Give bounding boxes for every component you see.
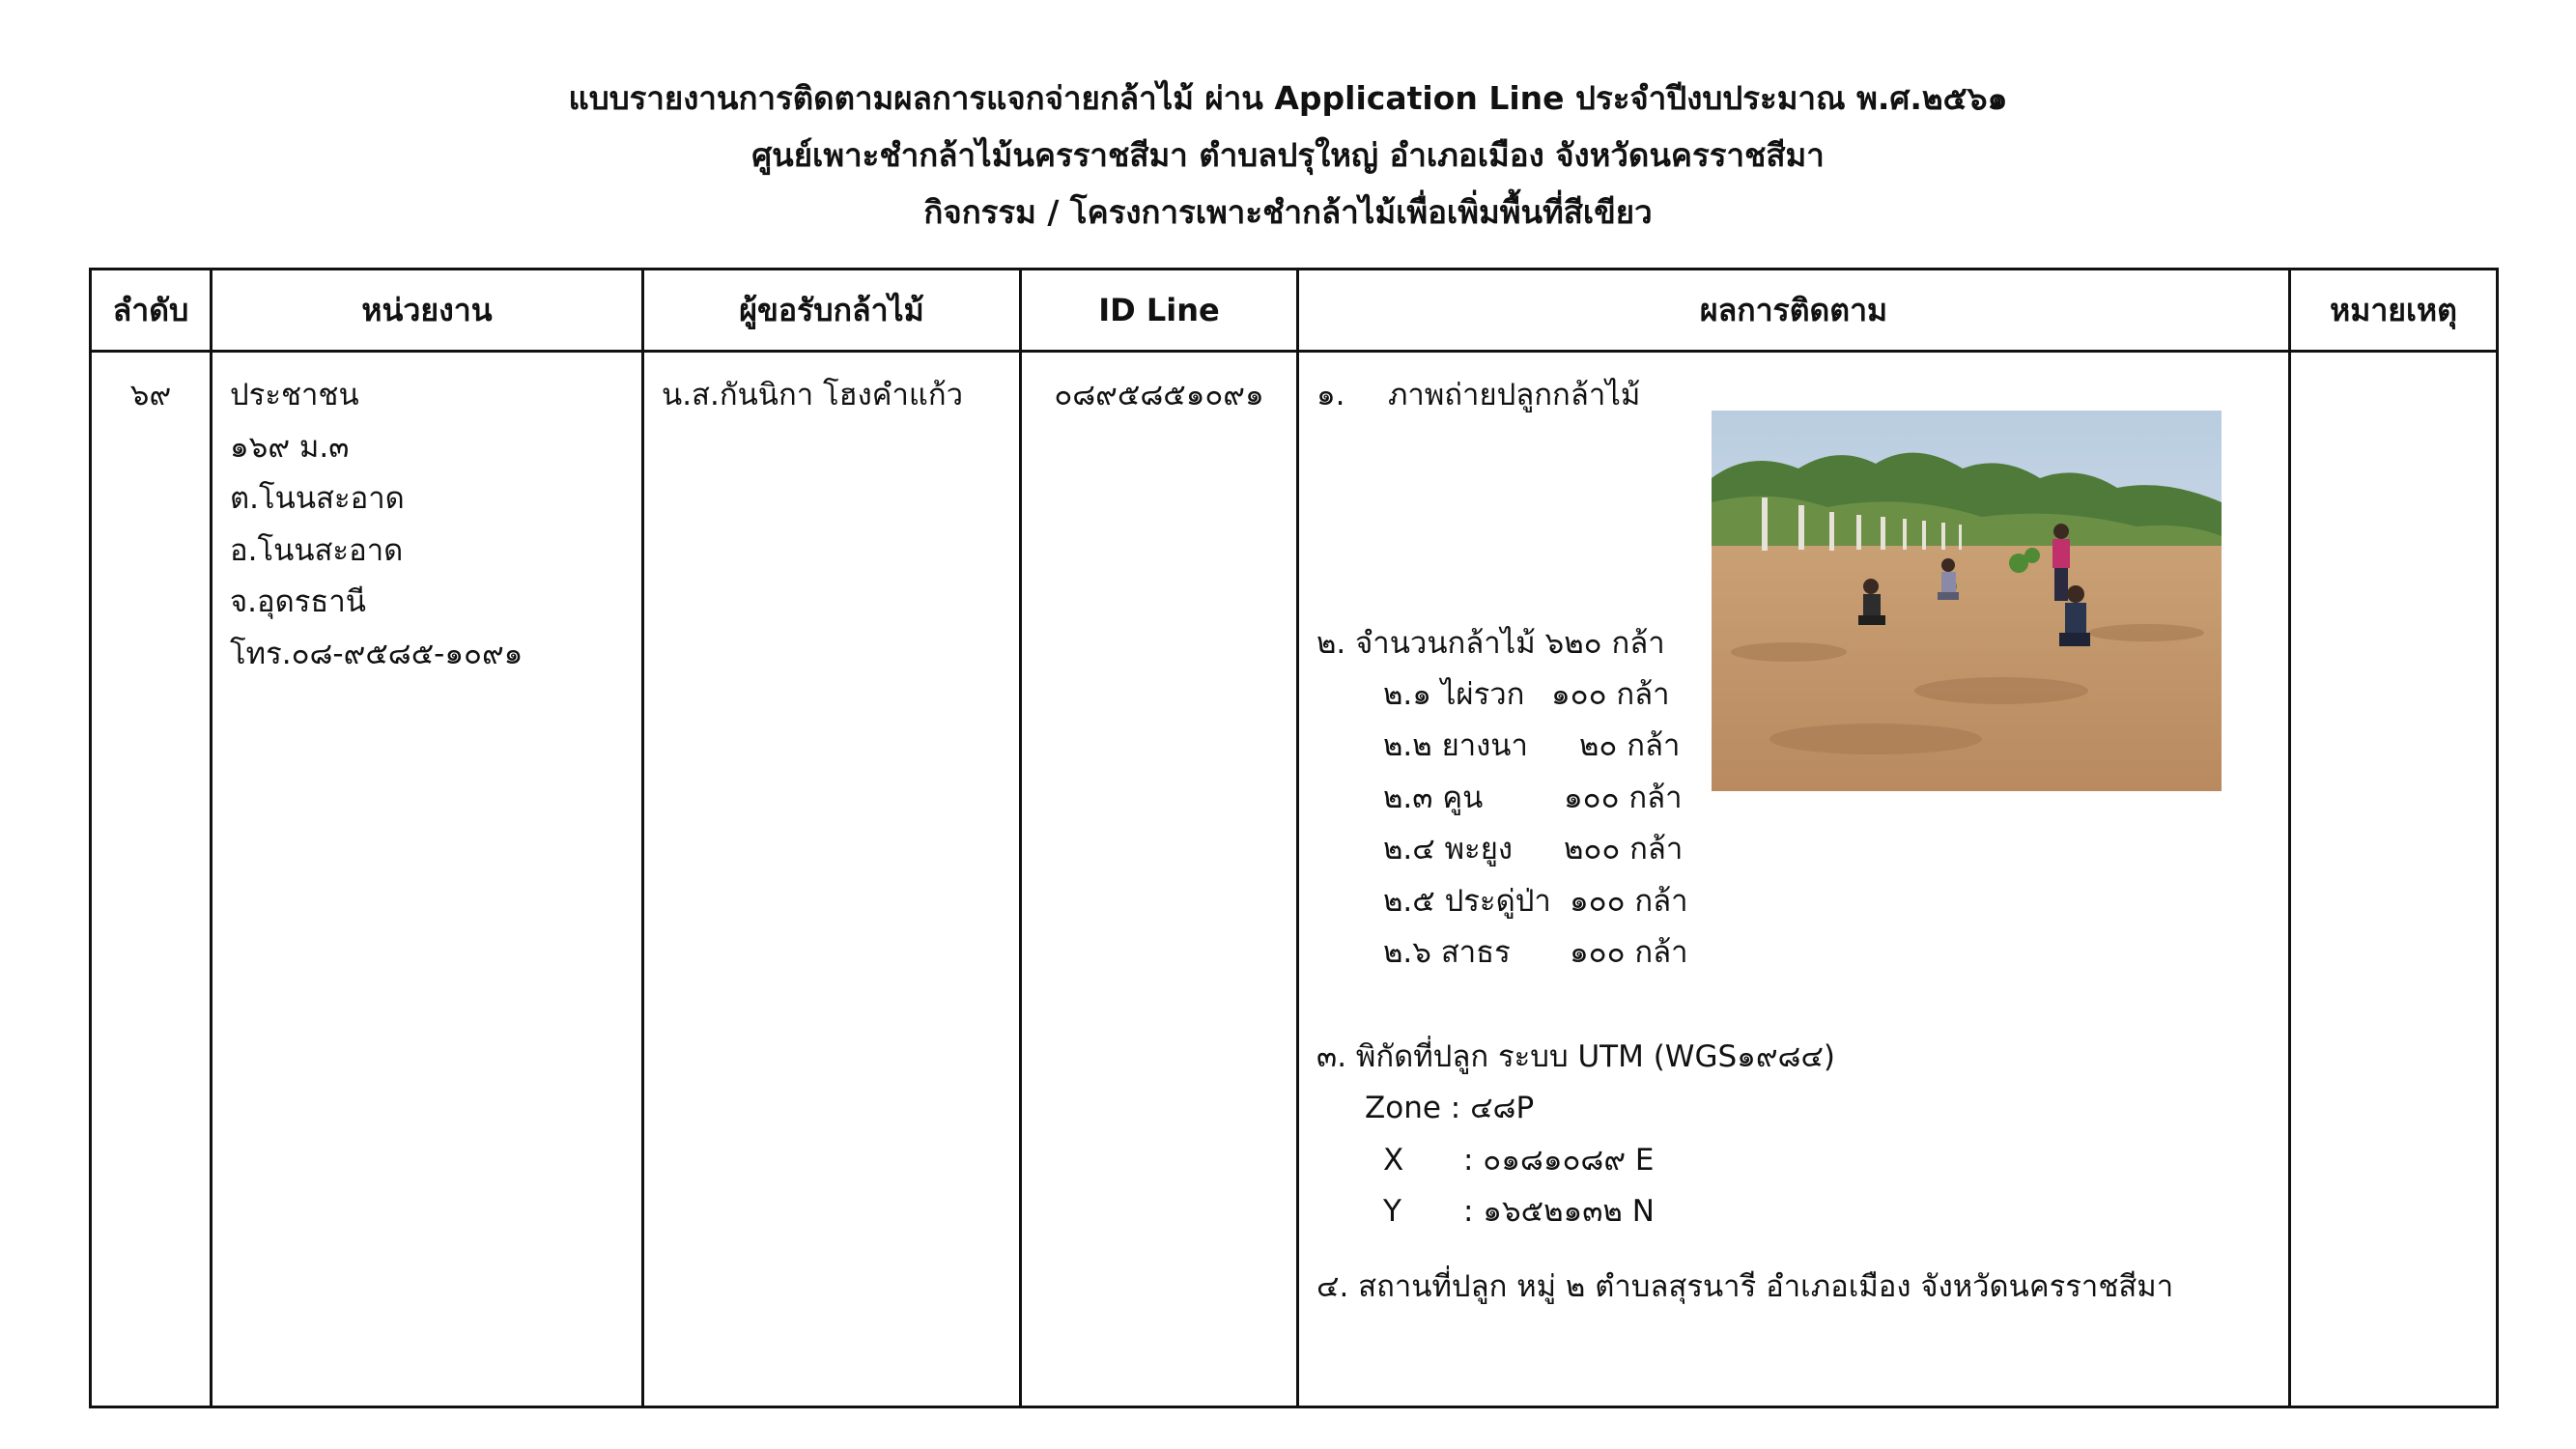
- report-header: [0, 70, 2576, 241]
- seedling-amount: ๑๐๐ กล้า: [1551, 677, 1670, 712]
- cell-remark: [2290, 352, 2498, 1407]
- utm-y-label: Y: [1383, 1194, 1401, 1229]
- table-header-row: [91, 270, 2498, 352]
- utm-x-value: : ๐๑๘๑๐๘๙ E: [1463, 1143, 1655, 1178]
- seedling-species: ๒.๑ ไผ่รวก: [1383, 677, 1525, 712]
- cell-recipient: [643, 352, 1021, 1407]
- col-header-order: ลำดับ: [91, 270, 212, 352]
- result-content: [1299, 353, 2288, 1406]
- table-row: [91, 352, 2498, 1407]
- remark-text: [2308, 370, 2478, 422]
- report-subtitle-center: ศูนย์เพาะชำกล้าไม้นครราชสีมา ตำบลปรุใหญ่ อำเภอเมือง จังหวัดนครราชสีมา: [751, 136, 1825, 174]
- col-header-agency: หน่วยงาน: [212, 270, 643, 352]
- utm-x-label: X: [1383, 1143, 1404, 1178]
- coordinate-heading: ๓. พิกัดที่ปลูก ระบบ UTM (WGS๑๙๘๔): [1316, 1039, 1836, 1074]
- recipient-name: น.ส.กันนิกา โฮงคำแก้ว: [662, 378, 964, 412]
- cell-agency: [212, 352, 643, 1407]
- seedling-species: ๒.๓ คูน: [1383, 781, 1484, 815]
- agency-line: ต.โนนสะอาด: [230, 481, 405, 516]
- report-subtitle-activity: กิจกรรม / โครงการเพาะชำกล้าไม้เพื่อเพิ่มพื้นที่สีเขียว: [923, 193, 1653, 231]
- agency-line: ๑๖๙ ม.๓: [230, 429, 350, 465]
- agency-line: ประชาชน: [230, 378, 359, 412]
- planting-location: ๔. สถานที่ปลูก หมู่ ๒ ตำบลสุรนารี อำเภอเมือง จังหวัดนครราชสีมา: [1316, 1269, 2174, 1304]
- result-item1-text: ภาพถ่ายปลูกกล้าไม้: [1388, 378, 1641, 412]
- cell-id-line: [1021, 352, 1298, 1407]
- col-header-recipient: ผู้ขอรับกล้าไม้: [643, 270, 1021, 352]
- seedling-amount: ๑๐๐ กล้า: [1570, 935, 1688, 970]
- seedling-amount: ๑๐๐ กล้า: [1564, 781, 1683, 815]
- utm-y-value: : ๑๖๕๒๑๓๒ N: [1463, 1194, 1655, 1229]
- seedling-species: ๒.๕ ประดู่ป่า: [1383, 884, 1551, 919]
- seedling-total: ๒. จำนวนกล้าไม้ ๖๒๐ กล้า: [1316, 626, 1665, 661]
- report-title: แบบรายงานการติดตามผลการแจกจ่ายกล้าไม้ ผ่าน Application Line ประจำปีงบประมาณ พ.ศ.๒๕๖๑: [568, 79, 2008, 117]
- agency-line: จ.อุดรธานี: [230, 584, 366, 619]
- seedling-species: ๒.๔ พะยูง: [1383, 832, 1513, 867]
- seedling-amount: ๒๐๐ กล้า: [1564, 832, 1684, 867]
- agency-line: อ.โนนสะอาด: [230, 532, 404, 568]
- cell-order: [91, 352, 212, 1407]
- col-header-id-line: ID Line: [1021, 270, 1298, 352]
- utm-zone: Zone : ๔๘P: [1365, 1091, 1535, 1125]
- col-header-remark: หมายเหตุ: [2290, 270, 2498, 352]
- agency-phone: โทร.๐๘-๙๕๘๕-๑๐๙๑: [230, 636, 524, 671]
- seedling-amount: ๒๐ กล้า: [1579, 728, 1681, 763]
- seedling-species: ๒.๖ สาธร: [1383, 935, 1511, 970]
- result-item1-number: ๑.: [1316, 378, 1345, 412]
- planting-photo: [1712, 411, 2222, 791]
- col-header-result: ผลการติดตาม: [1298, 270, 2290, 352]
- order-number: ๖๙: [129, 378, 172, 412]
- id-line-value: ๐๘๙๕๘๕๑๐๙๑: [1054, 378, 1264, 412]
- report-table: [89, 268, 2499, 1408]
- planting-photo-image: [1712, 411, 2222, 791]
- cell-result: [1298, 352, 2290, 1407]
- seedling-amount: ๑๐๐ กล้า: [1570, 884, 1688, 919]
- seedling-species: ๒.๒ ยางนา: [1383, 728, 1528, 763]
